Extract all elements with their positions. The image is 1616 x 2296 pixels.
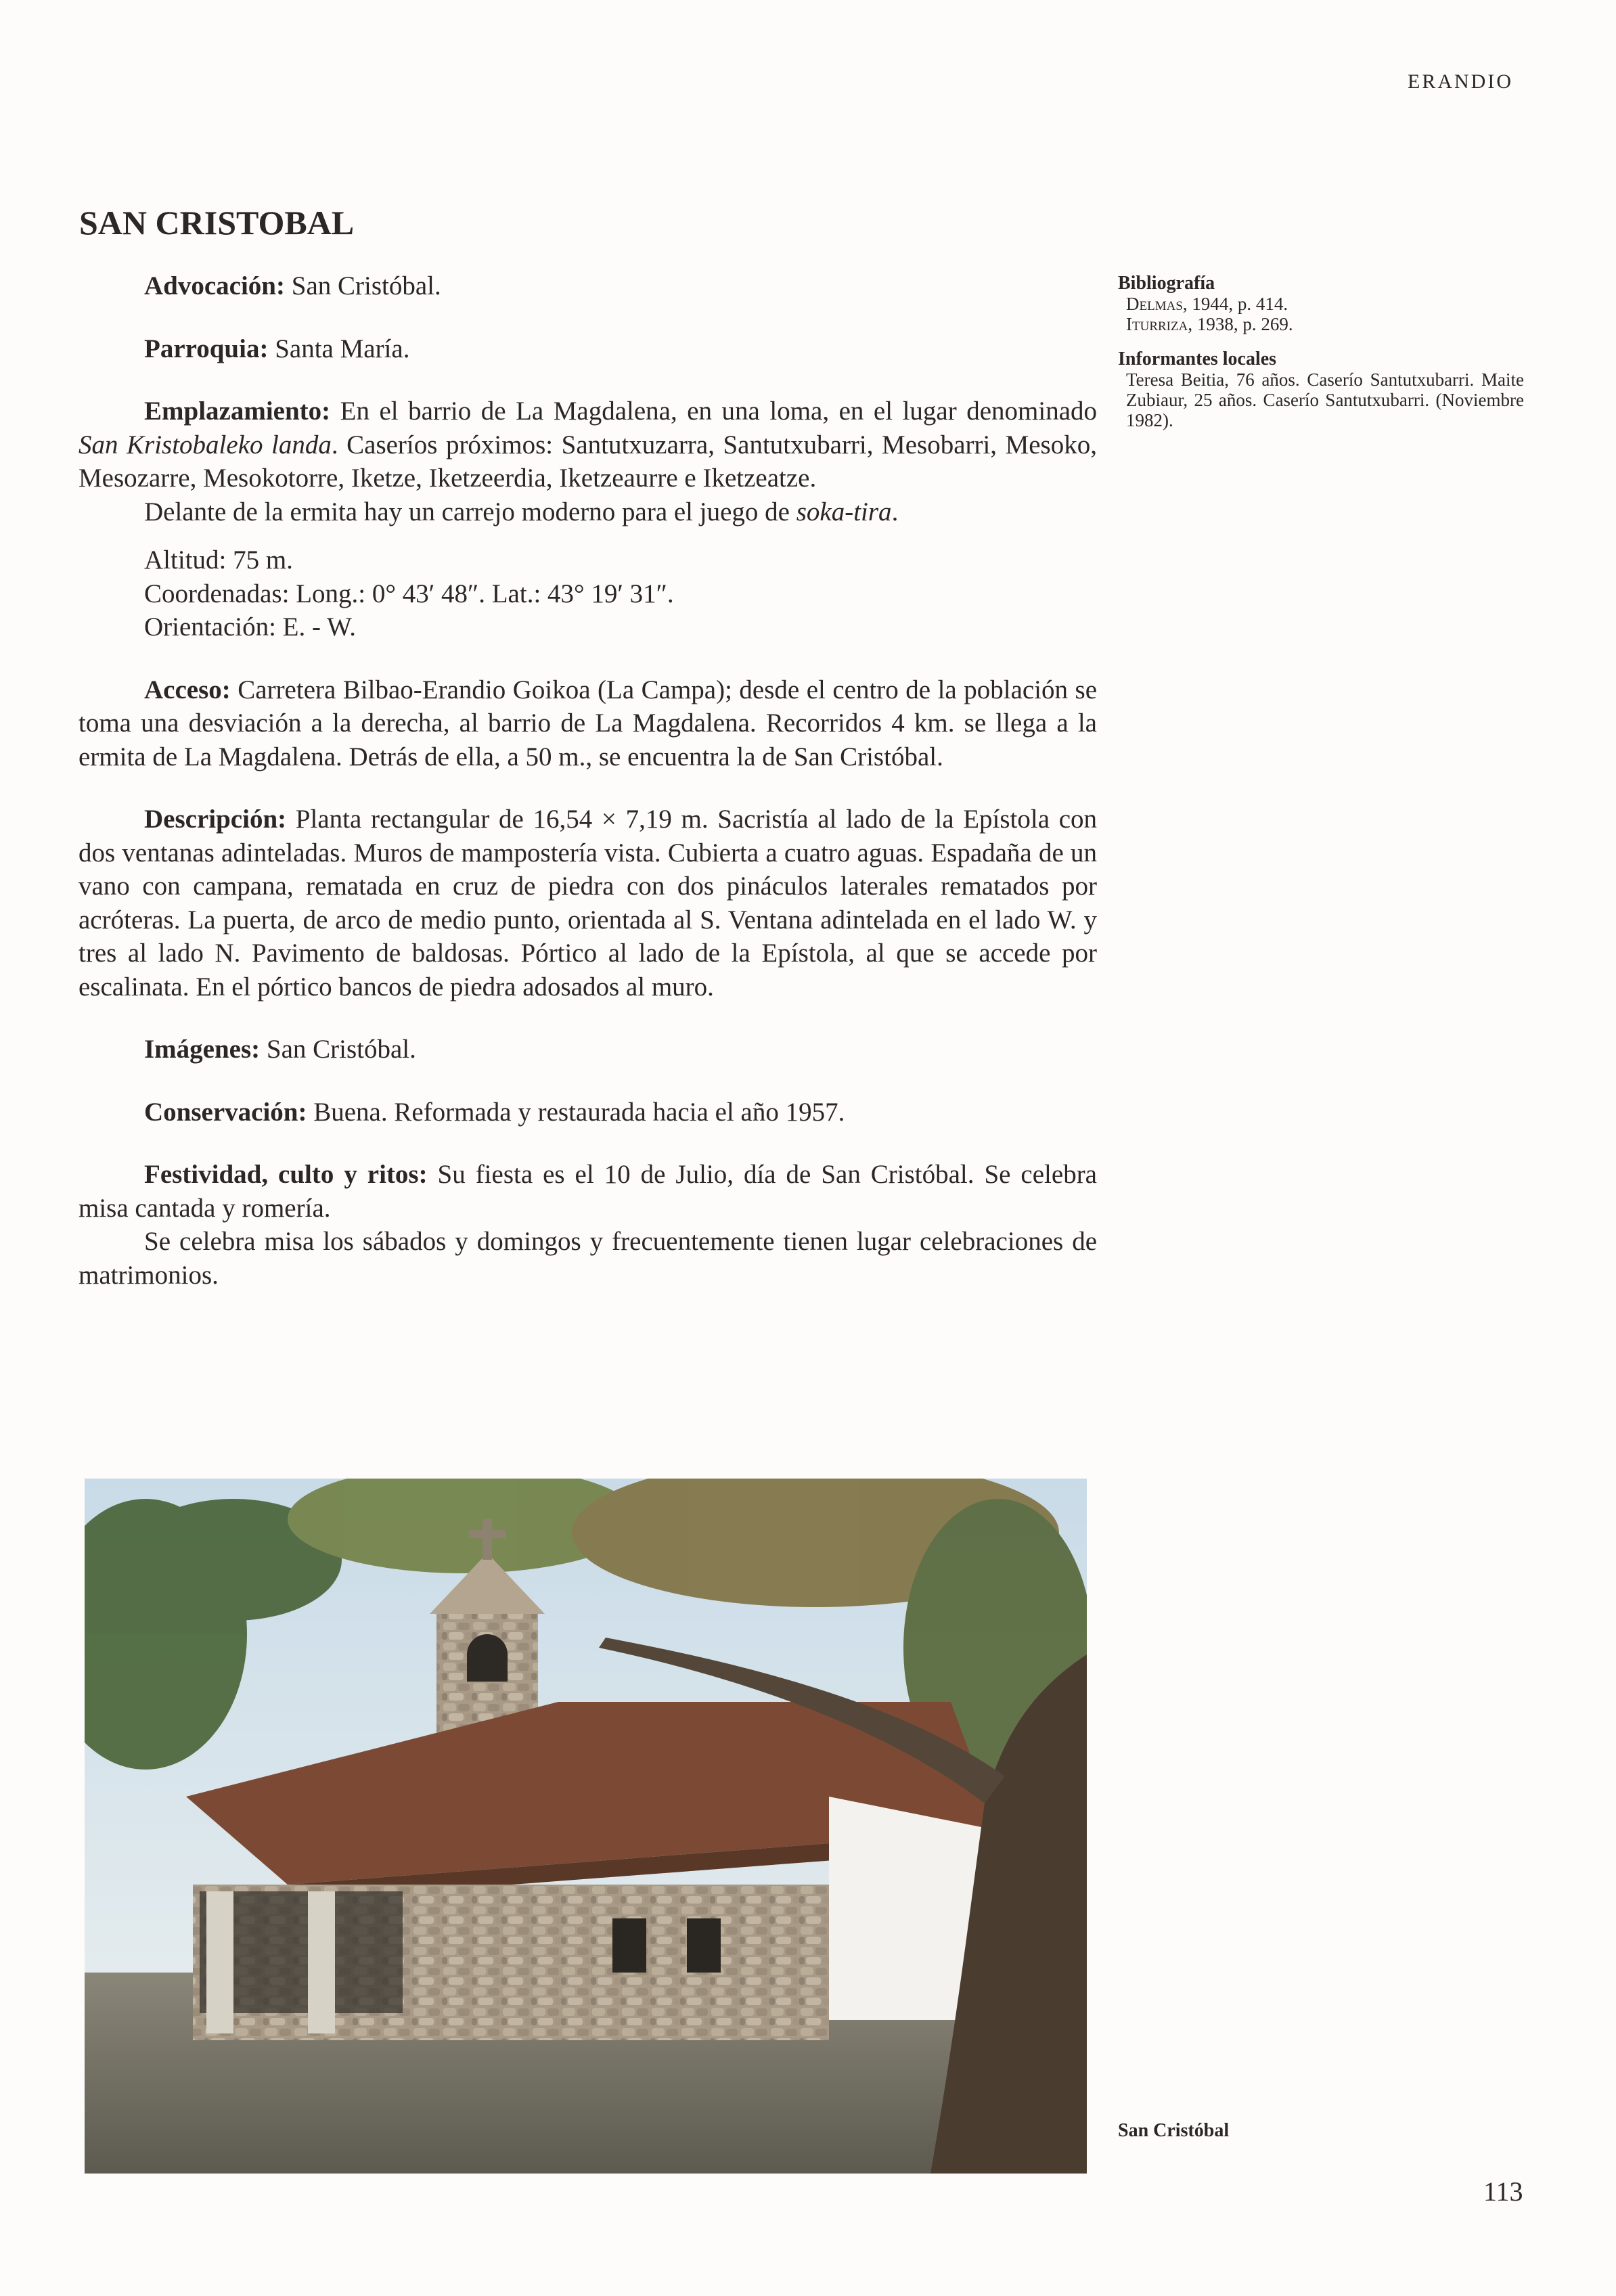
festividad-text: Su fiesta es el 10 de Julio, día de San Cristóbal. Se celebra misa cantada y romería.	[78, 1160, 1097, 1223]
emplazamiento-paragraph-2	[78, 495, 1097, 529]
acceso-paragraph	[78, 673, 1097, 774]
conservacion-label: Conservación:	[144, 1097, 307, 1127]
imagenes-label: Imágenes:	[144, 1035, 261, 1064]
emplazamiento-text-b: . Caseríos próximos: Santutxuzarra, Santutxubarri, Mesobarri, Mesoko, Mesozarre, Mesokotorre, Iketze, Iketzeerdia, Iketzeaurre e Iketzeatze.	[78, 430, 1097, 493]
festividad-label: Festividad, culto y ritos:	[144, 1160, 428, 1189]
window	[612, 1918, 646, 1973]
page-title: SAN CRISTOBAL	[79, 204, 355, 242]
informantes-text: Teresa Beitia, 76 años. Caserío Santutxubarri. Maite Zubiaur, 25 años. Caserío Santutxubarri. (Noviembre 1982).	[1126, 369, 1524, 430]
imagenes-paragraph	[78, 1033, 1097, 1066]
page-number: 113	[1483, 2176, 1523, 2207]
main-text	[78, 269, 1097, 1292]
hermitage-photo	[85, 1479, 1087, 2174]
bibliografia-entry	[1118, 294, 1524, 314]
conservacion-text: Buena. Reformada y restaurada hacia el año 1957.	[307, 1097, 845, 1127]
orientacion-line: Orientación: E. - W.	[144, 612, 357, 641]
bibliografia-ref: , 1938, p. 269.	[1188, 314, 1293, 334]
imagenes-text: San Cristóbal.	[260, 1035, 416, 1064]
parroquia-text: Santa María.	[268, 334, 410, 363]
altitud-line: Altitud: 75 m.	[144, 545, 293, 575]
emplazamiento-text-a: En el barrio de La Magdalena, en una loma, en el lugar denominado	[330, 397, 1097, 426]
bibliografia-entry	[1118, 314, 1524, 334]
bibliografia-author: Iturriza	[1126, 314, 1188, 334]
emplazamiento-place-name: San Kristobaleko landa	[78, 430, 332, 459]
bibliografia-author: Delmas	[1126, 294, 1183, 314]
descripcion-paragraph	[78, 803, 1097, 1004]
parroquia-paragraph	[78, 332, 1097, 366]
bell-opening	[467, 1634, 508, 1682]
emplazamiento-para2-a: Delante de la ermita hay un carrejo moderno para el juego de	[144, 497, 796, 526]
emplazamiento-paragraph	[78, 395, 1097, 495]
bell-cross	[482, 1519, 492, 1560]
descripcion-label: Descripción:	[144, 805, 287, 834]
bibliografia-ref: , 1944, p. 414.	[1182, 294, 1288, 314]
bibliografia-heading: Bibliografía	[1118, 273, 1215, 294]
acceso-label: Acceso:	[144, 675, 231, 704]
advocacion-text: San Cristóbal.	[285, 271, 441, 300]
conservacion-paragraph	[78, 1096, 1097, 1129]
festividad-paragraph-2: Se celebra misa los sábados y domingos y frecuentemente tienen lugar celebraciones de matrimonios.	[78, 1227, 1097, 1290]
portico-pillar	[206, 1891, 233, 2033]
emplazamiento-para2-b: .	[891, 497, 899, 526]
parroquia-label: Parroquia:	[144, 334, 269, 363]
descripcion-text: Planta rectangular de 16,54 × 7,19 m. Sacristía al lado de la Epístola con dos ventanas adinteladas. Muros de mampostería vista. Cubierta a cuatro aguas. Espadaña de un vano con campana, rematada en cruz de piedra con dos pináculos laterales rematados por acróteras. La puerta, de arco de medio punto, orientada al S. Ventana adintelada en el lado W. y tres al lado N. Pavimento de baldosas. Pórtico al lado de la Epístola, al que se accede por escalinata. En el pórtico bancos de piedra adosados al muro.	[78, 805, 1097, 1001]
emplazamiento-para2-term: soka-tira	[796, 497, 892, 526]
coordenadas-line: Coordenadas: Long.: 0° 43′ 48″. Lat.: 43° 19′ 31″.	[144, 579, 674, 608]
portico-pillar	[308, 1891, 335, 2033]
informantes-heading: Informantes locales	[1118, 348, 1277, 369]
window	[687, 1918, 721, 1973]
sidebar	[1118, 273, 1524, 430]
festividad-paragraph	[78, 1158, 1097, 1225]
acceso-text: Carretera Bilbao-Erandio Goikoa (La Campa); desde el centro de la población se toma una desviación a la derecha, al barrio de La Magdalena. Recorridos 4 km. se llega a la ermita de La Magdalena. Detrás de ella, a 50 m., se encuentra la de San Cristóbal.	[78, 675, 1097, 771]
advocacion-label: Advocación:	[144, 271, 285, 300]
advocacion-paragraph	[78, 269, 1097, 303]
photo-caption: San Cristóbal	[1118, 2120, 1230, 2141]
emplazamiento-label: Emplazamiento:	[144, 397, 331, 426]
running-head: ERANDIO	[1408, 70, 1513, 93]
